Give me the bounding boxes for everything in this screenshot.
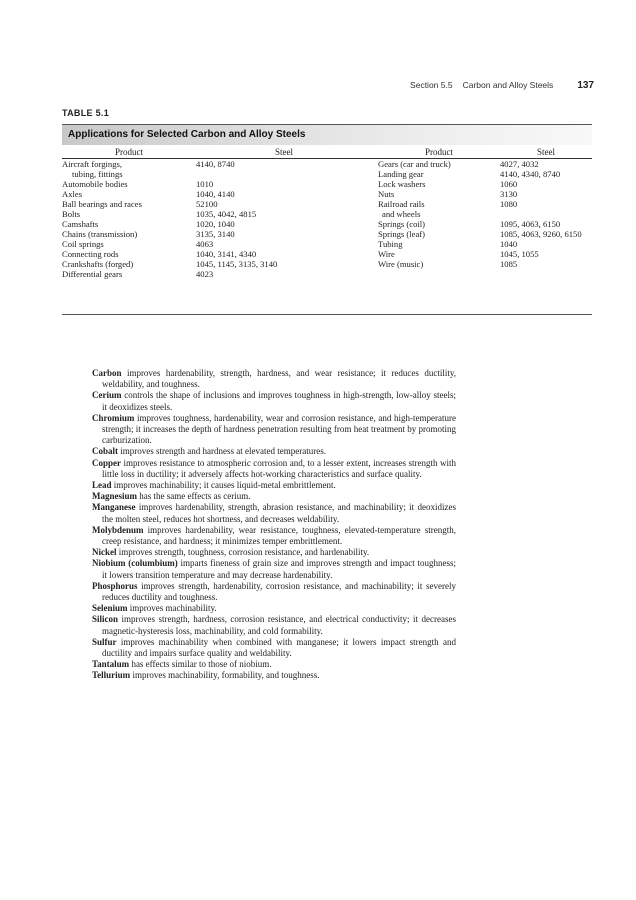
product-cell: Chains (transmission) — [62, 229, 138, 239]
steel-cell: 3135, 3140 — [196, 229, 235, 239]
element-description: improves strength, hardenability, corrosion resistance, and machinability; it severely reduces ductility and toughness. — [102, 580, 456, 603]
element-entry — [92, 390, 456, 412]
element-entry — [92, 670, 456, 681]
steel-cell: 1085 — [500, 259, 518, 269]
element-name: Cobalt — [92, 446, 119, 457]
element-name: Cerium — [92, 390, 122, 401]
element-entry — [92, 480, 456, 491]
product-cell: Coil springs — [62, 239, 104, 249]
element-name: Selenium — [92, 603, 128, 614]
steel-cell: 4027, 4032 — [500, 159, 539, 169]
element-description: improves toughness, hardenability, wear and corrosion resistance, and high-temperature strength; it increases the depth of hardness penetration resulting from heat treatment by promoting carburization. — [102, 412, 456, 446]
steel-cell: 1095, 4063, 6150 — [500, 219, 561, 229]
table-row — [62, 199, 592, 209]
alloying-elements-list — [92, 368, 456, 682]
element-entry — [92, 413, 456, 447]
product-cell: Aircraft forgings, — [62, 159, 122, 169]
product-cell: Railroad rails — [378, 199, 425, 209]
element-entry — [92, 502, 456, 524]
element-entry — [92, 558, 456, 580]
steel-cell — [196, 169, 372, 179]
element-name: Carbon — [92, 368, 122, 378]
element-entry — [92, 614, 456, 636]
element-name: Silicon — [92, 614, 119, 625]
steel-cell: 4140, 8740 — [196, 159, 235, 169]
page-header — [410, 80, 594, 91]
element-entry — [92, 446, 456, 457]
product-cell: Camshafts — [62, 219, 99, 229]
table-row — [62, 229, 592, 239]
element-description: improves resistance to atmospheric corrosion and, to a lesser extent, increases strength with little loss in ductility; it adversely affects hot-working characteristics and surface quality. — [102, 457, 456, 479]
element-entry — [92, 525, 456, 547]
section-title: Carbon and Alloy Steels — [462, 80, 554, 90]
steel-cell: 1080 — [500, 199, 518, 209]
column-header-steel: Steel — [500, 145, 592, 159]
element-name: Chromium — [92, 412, 135, 423]
element-description: improves machinability. — [127, 603, 217, 614]
steel-cell: 1045, 1055 — [500, 249, 539, 259]
page-number: 137 — [577, 80, 594, 91]
element-description: improves strength, hardness, corrosion resistance, and electrical conductivity; it decreases magnetic-hysteresis loss, machinability, and cold formability. — [102, 614, 456, 636]
steel-cell: 1040, 3141, 4340 — [196, 249, 257, 259]
element-entry — [92, 581, 456, 603]
element-entry — [92, 491, 456, 502]
steel-cell: 1045, 1145, 3135, 3140 — [196, 259, 278, 269]
element-entry — [92, 458, 456, 480]
table-bottom-rule — [62, 314, 592, 315]
product-cell — [372, 269, 500, 279]
steel-cell: 1060 — [500, 179, 518, 189]
element-description: has effects similar to those of niobium. — [129, 659, 272, 670]
element-description: controls the shape of inclusions and improves toughness in high-strength, low-alloy steels; it deoxidizes steels. — [102, 390, 456, 412]
product-cell: Springs (leaf) — [378, 229, 426, 239]
element-entry — [92, 637, 456, 659]
table-label: TABLE 5.1 — [62, 108, 110, 118]
column-header-product: Product — [62, 145, 196, 159]
steel-cell: 4023 — [196, 269, 214, 279]
element-entry — [92, 603, 456, 614]
element-description: improves strength, toughness, corrosion resistance, and hardenability. — [116, 547, 370, 558]
element-entry — [92, 547, 456, 558]
element-description: improves hardenability, strength, abrasion resistance, and machinability; it deoxidizes the molten steel, reduces hot shortness, and decreases weldability. — [102, 502, 456, 524]
steel-cell: 1010 — [196, 179, 214, 189]
element-name: Tellurium — [92, 670, 131, 681]
table-row — [62, 219, 592, 229]
element-description: has the same effects as cerium. — [137, 491, 251, 502]
product-cell: Lock washers — [378, 179, 426, 189]
product-cell: Connecting rods — [62, 249, 119, 259]
steel-cell: 4063 — [196, 239, 214, 249]
steel-cell — [500, 269, 592, 279]
element-name: Molybdenum — [92, 524, 144, 535]
product-cell: Wire (music) — [378, 259, 424, 269]
element-name: Sulfur — [92, 636, 117, 647]
steel-applications-table — [62, 145, 592, 279]
element-name: Phosphorus — [92, 580, 138, 591]
product-cell: Differential gears — [62, 269, 123, 279]
table-row — [62, 269, 592, 279]
product-cell: Landing gear — [378, 169, 424, 179]
element-name: Magnesium — [92, 491, 137, 502]
table-row — [62, 179, 592, 189]
product-cell: Nuts — [378, 189, 395, 199]
product-cell: Springs (coil) — [378, 219, 426, 229]
table-header-row — [62, 145, 592, 159]
element-name: Copper — [92, 457, 121, 468]
product-cell: tubing, fittings — [72, 169, 123, 179]
element-description: improves hardenability, wear resistance, toughness, elevated-temperature strength, creep resistance, and hardness; it minimizes temper embrittlement. — [102, 524, 456, 547]
steel-cell: 1085, 4063, 9260, 6150 — [500, 229, 582, 239]
table-row — [62, 239, 592, 249]
steel-cell: 1035, 4042, 4815 — [196, 209, 257, 219]
element-description: improves hardenability, strength, hardness, and wear resistance; it reduces ductility, weldability, and toughness. — [102, 368, 456, 390]
steel-cell: 52100 — [196, 199, 218, 209]
product-cell: Wire — [378, 249, 395, 259]
table-row — [62, 189, 592, 199]
steel-cell — [500, 209, 592, 219]
column-header-steel: Steel — [196, 145, 372, 159]
element-description: improves machinability when combined with manganese; it lowers impact strength and ductility and impairs surface quality and weldability. — [102, 636, 456, 659]
product-cell: Axles — [62, 189, 83, 199]
steel-cell: 1040, 4140 — [196, 189, 235, 199]
product-cell: Tubing — [378, 239, 403, 249]
table-row — [62, 209, 592, 219]
section-number: Section 5.5 — [410, 80, 453, 90]
steel-cell: 3130 — [500, 189, 518, 199]
product-cell: and wheels — [382, 209, 421, 219]
element-description: imparts fineness of grain size and improves strength and impact toughness; it lowers transition temperature and may decrease hardenability. — [102, 558, 456, 580]
table-row — [62, 259, 592, 269]
steel-cell: 4140, 4340, 8740 — [500, 169, 561, 179]
product-cell: Ball bearings and races — [62, 199, 142, 209]
element-name: Niobium (columbium) — [92, 558, 178, 569]
steel-cell: 1020, 1040 — [196, 219, 235, 229]
element-name: Tantalum — [92, 659, 130, 670]
table-body — [62, 159, 592, 280]
table-title: Applications for Selected Carbon and Alloy Steels — [68, 129, 306, 140]
element-name: Nickel — [92, 547, 117, 558]
steel-cell: 1040 — [500, 239, 518, 249]
table-row — [62, 159, 592, 170]
element-entry — [92, 659, 456, 670]
table-title-bar — [62, 124, 592, 145]
element-description: improves machinability, formability, and toughness. — [130, 670, 320, 681]
element-entry — [92, 368, 456, 390]
element-name: Manganese — [92, 502, 136, 513]
table-row — [62, 249, 592, 259]
table-row — [62, 169, 592, 179]
element-description: improves machinability; it causes liquid-metal embrittlement. — [111, 480, 336, 491]
element-name: Lead — [92, 480, 112, 491]
product-cell: Gears (car and truck) — [378, 159, 451, 169]
product-cell: Bolts — [62, 209, 81, 219]
product-cell: Crankshafts (forged) — [62, 259, 134, 269]
column-header-product: Product — [372, 145, 500, 159]
product-cell: Automobile bodies — [62, 179, 128, 189]
element-description: improves strength and hardness at elevated temperatures. — [118, 446, 326, 457]
